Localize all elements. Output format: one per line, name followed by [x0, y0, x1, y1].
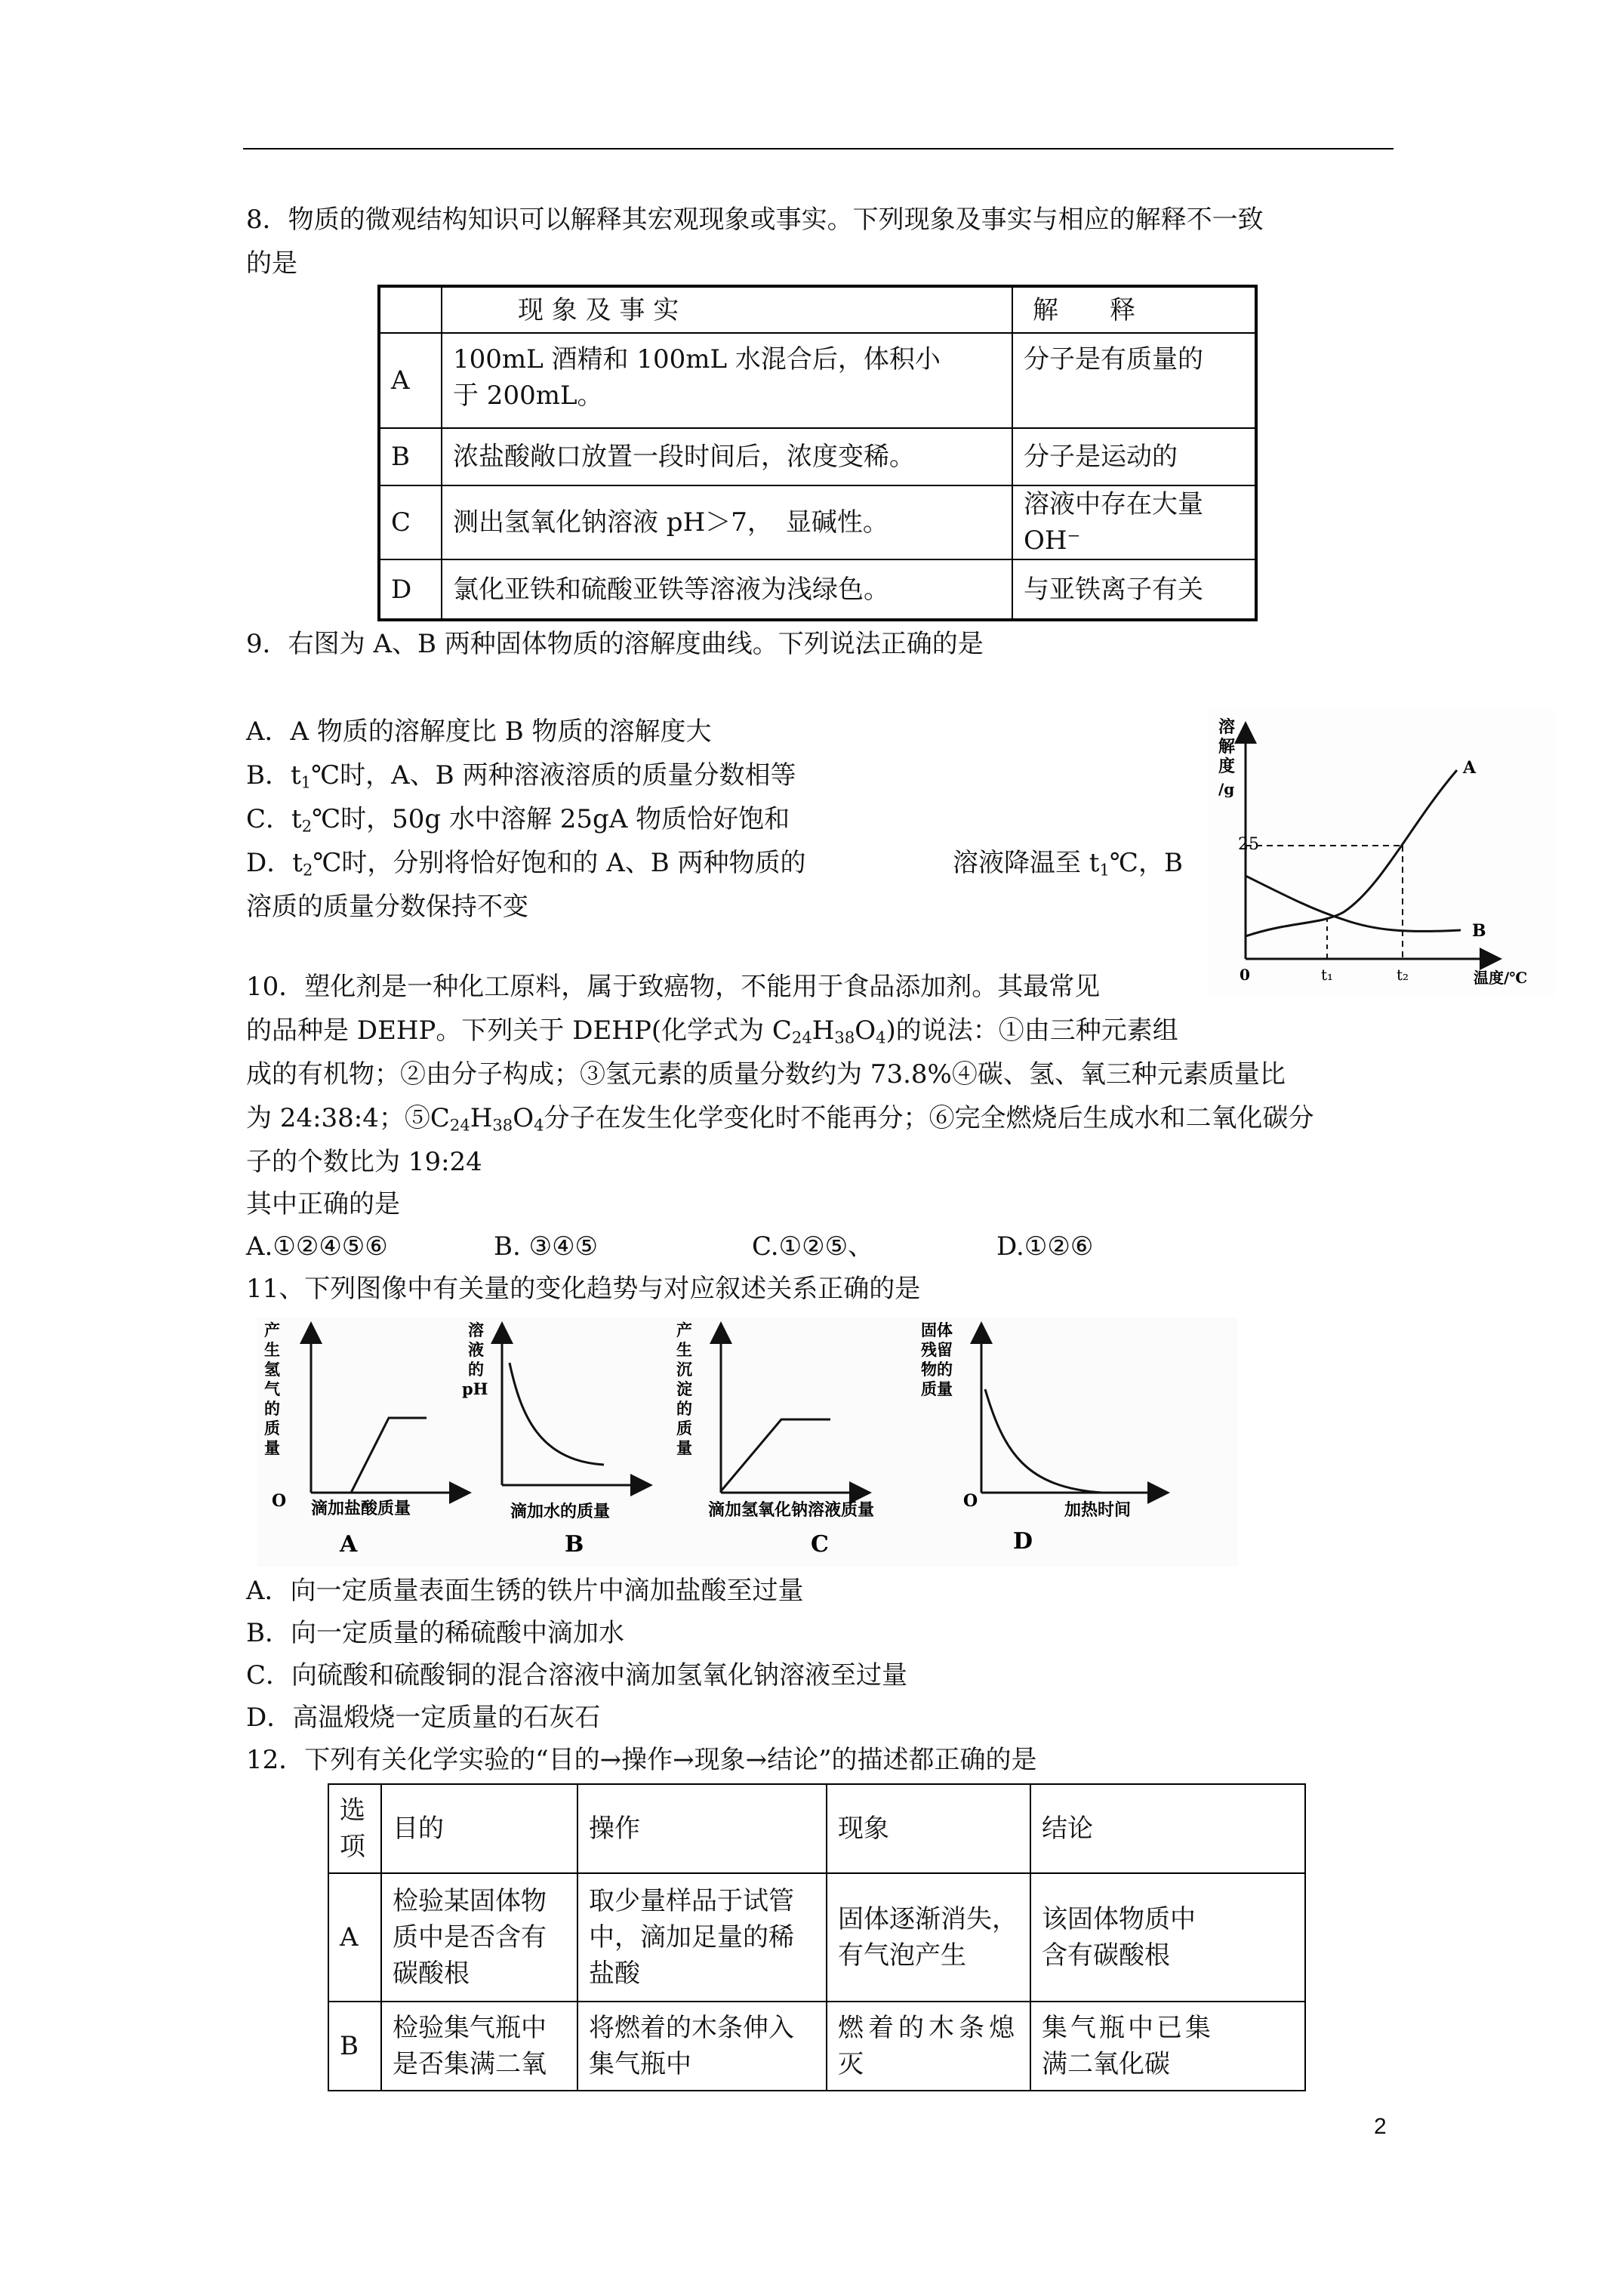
- page-number: 2: [1374, 2114, 1387, 2139]
- graph-letter: B: [565, 1531, 584, 1558]
- table-cell-phenomenon: [827, 2002, 1030, 2091]
- option-letter: A: [379, 333, 442, 428]
- q9-option-d: [246, 846, 806, 887]
- q9-option-d-cont: [953, 846, 1183, 887]
- table-header-option: [328, 1784, 381, 1873]
- q12-stem: 12．下列有关化学实验的“目的→操作→现象→结论”的描述都正确的是: [246, 1745, 1037, 1775]
- table-cell-goal: [381, 1873, 577, 2002]
- y-label: 淀: [676, 1379, 692, 1398]
- cell-line: 将燃着的木条伸入: [589, 2013, 794, 2043]
- table-row: [328, 1873, 1305, 2002]
- table-cell-explain: 分子是运动的: [1012, 428, 1256, 485]
- cell-line: 检验某固体物: [393, 1886, 547, 1916]
- curve: [311, 1418, 427, 1493]
- cell-line: 质中是否含有: [393, 1922, 547, 1952]
- y-label: pH: [462, 1379, 488, 1398]
- table-header-phenomenon: 现象: [827, 1784, 1030, 1873]
- label-a: A: [1463, 758, 1477, 778]
- subscript: 4: [534, 1115, 544, 1135]
- y-label: 质量: [921, 1379, 953, 1398]
- subscript: 38: [492, 1115, 513, 1135]
- table-cell-goal: [381, 2002, 577, 2091]
- table-cell-conclusion: [1030, 2002, 1305, 2091]
- q9-option-c: [246, 802, 790, 843]
- solubility-graph-svg: [1208, 710, 1555, 997]
- text: H: [812, 1015, 835, 1046]
- subscript: 2: [302, 860, 313, 880]
- graph-letter: C: [811, 1531, 829, 1558]
- q9-stem: 9．右图为 A、B 两种固体物质的溶解度曲线。下列说法正确的是: [246, 629, 984, 659]
- cell-line: 取少量样品于试管: [589, 1886, 794, 1916]
- table-row: [379, 333, 1256, 428]
- y-label-3: 度: [1218, 757, 1236, 776]
- table-cell-operation: [577, 1873, 827, 2002]
- cell-line: 碳酸根: [393, 1959, 470, 1989]
- x-label: 滴加水的质量: [510, 1502, 611, 1521]
- q10-option-b: B. ③④⑤: [494, 1231, 599, 1262]
- table-row: [328, 2002, 1305, 2091]
- option-letter: A: [328, 1873, 381, 2002]
- curve-a: [1246, 770, 1457, 936]
- y-label: 物的: [921, 1360, 953, 1379]
- origin-label: O: [963, 1491, 978, 1511]
- x-label: 滴加盐酸质量: [311, 1499, 411, 1518]
- subscript: 2: [301, 816, 313, 836]
- text: ℃时，分别将恰好饱和的 A、B 两种物质的: [313, 848, 806, 878]
- text: 分子在发生化学变化时不能再分；⑥完全燃烧后生成水和二氧化碳分: [544, 1103, 1314, 1133]
- y-label-2: 解: [1218, 737, 1236, 757]
- q10-option-c: C.①②⑤、: [752, 1231, 874, 1262]
- y-label: 质: [676, 1419, 692, 1438]
- text: )的说法：①由三种元素组: [885, 1015, 1178, 1046]
- table-row: [379, 485, 1256, 559]
- x-label: 滴加氢氧化钠溶液质量: [708, 1500, 875, 1520]
- text: ℃，B: [1109, 848, 1183, 878]
- text: D．t: [246, 848, 303, 878]
- table-cell-fact: 测出氢氧化钠溶液 pH＞7， 显碱性。: [442, 485, 1012, 559]
- table-header-operation: 操作: [577, 1784, 827, 1873]
- y-label: 的: [264, 1399, 280, 1418]
- y-label: 质: [264, 1419, 280, 1438]
- graph-a: [264, 1321, 460, 1558]
- q8-stem-line1: 8．物质的微观结构知识可以解释其宏观现象或事实。下列现象及事实与相应的解释不一致: [246, 205, 1264, 235]
- table-row: [379, 286, 1256, 333]
- y-label: 的: [676, 1399, 692, 1418]
- cell-line: 选: [340, 1795, 365, 1826]
- origin-label: O: [272, 1491, 287, 1511]
- cell-line: 该固体物质中: [1042, 1904, 1196, 1934]
- origin-label: 0: [1240, 966, 1250, 984]
- table-header-conclusion: 结论: [1030, 1784, 1305, 1873]
- option-letter: D: [379, 559, 442, 620]
- table-cell-explain: 分子是有质量的: [1012, 333, 1256, 428]
- q11-option-c: C．向硫酸和硫酸铜的混合溶液中滴加氢氧化钠溶液至过量: [246, 1660, 908, 1690]
- y-label: 生: [676, 1340, 692, 1359]
- q9-option-d-line2: 溶质的质量分数保持不变: [246, 892, 528, 922]
- q11-graphs: [257, 1318, 1238, 1567]
- cell-line: 是否集满二氧: [393, 2049, 547, 2079]
- text: C．t: [246, 804, 302, 834]
- y-label: 的: [468, 1360, 484, 1379]
- graph-letter: D: [1013, 1528, 1033, 1555]
- graph-b: [462, 1321, 642, 1558]
- cell-line: 集气瓶中已集: [1042, 2013, 1214, 2043]
- cell-line: 项: [340, 1832, 365, 1862]
- q10-line4: [246, 1101, 1314, 1142]
- option-letter: B: [328, 2002, 381, 2091]
- y-label: 溶: [468, 1321, 484, 1339]
- y-label-1: 溶: [1218, 717, 1236, 737]
- table-row: [328, 1784, 1305, 1873]
- cell-line: 集气瓶中: [589, 2049, 691, 2079]
- text: H: [470, 1103, 493, 1133]
- cell-line: 100mL 酒精和 100mL 水混合后，体积小: [453, 344, 941, 374]
- x-label: 加热时间: [1064, 1500, 1132, 1520]
- option-letter: C: [379, 485, 442, 559]
- t2-label: t₂: [1397, 966, 1409, 984]
- cell-line: 检验集气瓶中: [393, 2013, 547, 2043]
- table-cell-fact: 浓盐酸敞口放置一段时间后，浓度变稀。: [442, 428, 1012, 485]
- q10-line2: [246, 1013, 1178, 1055]
- cell-line: 灭: [838, 2049, 864, 2079]
- subscript: 24: [449, 1115, 470, 1135]
- table-cell-explain: 与亚铁离子有关: [1012, 559, 1256, 620]
- text: 为 24:38:4；⑤C: [246, 1103, 450, 1133]
- cell-line: 燃着的木条熄: [838, 2013, 1019, 2043]
- q9-option-b: [246, 758, 796, 800]
- text: 的品种是 DEHP。下列关于 DEHP(化学式为 C: [246, 1015, 792, 1046]
- table-cell-operation: [577, 2002, 827, 2091]
- q10-line5: 子的个数比为 19:24: [246, 1147, 482, 1177]
- q10-line3: 成的有机物；②由分子构成；③氢元素的质量分数约为 73.8%④碳、氢、氧三种元素质量比: [246, 1059, 1286, 1089]
- q8-table: [377, 285, 1258, 621]
- curve: [510, 1363, 604, 1465]
- y-label: 生: [264, 1340, 280, 1359]
- header-rule: [243, 148, 1394, 149]
- cell-line: 含有碳酸根: [1042, 1940, 1170, 1971]
- table-header-fact: 现 象 及 事 实: [442, 286, 1012, 333]
- y-label: 产: [264, 1321, 280, 1339]
- tick-25: 25: [1238, 835, 1259, 854]
- cell-line: 满二氧化碳: [1042, 2049, 1170, 2079]
- table-row: [379, 559, 1256, 620]
- q11-graphs-svg: [257, 1318, 1238, 1567]
- y-label: 沉: [676, 1360, 692, 1379]
- curve: [721, 1419, 830, 1493]
- table-header-goal: 目的: [381, 1784, 577, 1873]
- y-label: 固体: [921, 1321, 953, 1339]
- y-label-4: /g: [1218, 780, 1235, 798]
- cell-line: 于 200mL。: [453, 381, 603, 411]
- y-label: 产: [676, 1321, 692, 1339]
- q9-option-a: A．A 物质的溶解度比 B 物质的溶解度大: [246, 717, 712, 747]
- cell-line: 盐酸: [589, 1959, 640, 1989]
- option-letter: B: [379, 428, 442, 485]
- curve: [985, 1389, 1102, 1493]
- table-header-explain: 解 释: [1012, 286, 1256, 333]
- q10-option-d: D.①②⑥: [996, 1231, 1094, 1262]
- subscript: 4: [876, 1028, 886, 1047]
- subscript: 24: [791, 1028, 812, 1047]
- table-cell-fact: [442, 333, 1012, 428]
- table-cell-phenomenon: [827, 1873, 1030, 2002]
- text: O: [513, 1103, 534, 1133]
- y-label: 氢: [264, 1360, 280, 1379]
- subscript: 38: [834, 1028, 855, 1047]
- table-cell-fact: 氯化亚铁和硫酸亚铁等溶液为浅绿色。: [442, 559, 1012, 620]
- cell-line: 固体逐渐消失，: [838, 1904, 1018, 1934]
- y-label: 液: [468, 1340, 484, 1359]
- t1-label: t₁: [1321, 966, 1334, 984]
- graph-d: [921, 1321, 1159, 1555]
- text: ℃时，A、B 两种溶液溶质的质量分数相等: [311, 760, 796, 791]
- graph-c: [676, 1321, 874, 1558]
- q8-stem-line2: 的是: [246, 248, 297, 279]
- q12-table: [328, 1783, 1306, 2091]
- q10-line6: 其中正确的是: [246, 1189, 400, 1219]
- q11-stem: 11、下列图像中有关量的变化趋势与对应叙述关系正确的是: [246, 1274, 921, 1304]
- table-cell-explain: 溶液中存在大量 OH⁻: [1012, 485, 1256, 559]
- subscript: 1: [1099, 860, 1110, 880]
- graph-letter: A: [340, 1531, 358, 1558]
- y-label: 量: [676, 1438, 692, 1457]
- text: B．t: [246, 760, 301, 791]
- q11-option-d: D．高温煅烧一定质量的石灰石: [246, 1703, 601, 1733]
- q10-option-a: A.①②④⑤⑥: [246, 1231, 388, 1262]
- table-cell-conclusion: [1030, 1873, 1305, 2002]
- table-row: [379, 428, 1256, 485]
- x-label: 温度/℃: [1474, 969, 1528, 987]
- y-label: 气: [264, 1379, 280, 1398]
- q10-line1: 10．塑化剂是一种化工原料，属于致癌物，不能用于食品添加剂。其最常见: [246, 972, 1101, 1002]
- cell-line: 有气泡产生: [838, 1940, 966, 1971]
- y-label: 残留: [921, 1340, 953, 1359]
- solubility-graph: [1208, 710, 1555, 997]
- text: O: [855, 1015, 876, 1046]
- q11-option-b: B．向一定质量的稀硫酸中滴加水: [246, 1618, 624, 1648]
- subscript: 1: [300, 772, 312, 792]
- text: 溶液降温至 t: [953, 848, 1100, 878]
- q11-option-a: A．向一定质量表面生锈的铁片中滴加盐酸至过量: [246, 1576, 804, 1606]
- text: ℃时，50g 水中溶解 25gA 物质恰好饱和: [312, 804, 790, 834]
- cell-line: 中，滴加足量的稀: [589, 1922, 794, 1952]
- y-label: 量: [264, 1438, 280, 1457]
- label-b: B: [1472, 921, 1486, 941]
